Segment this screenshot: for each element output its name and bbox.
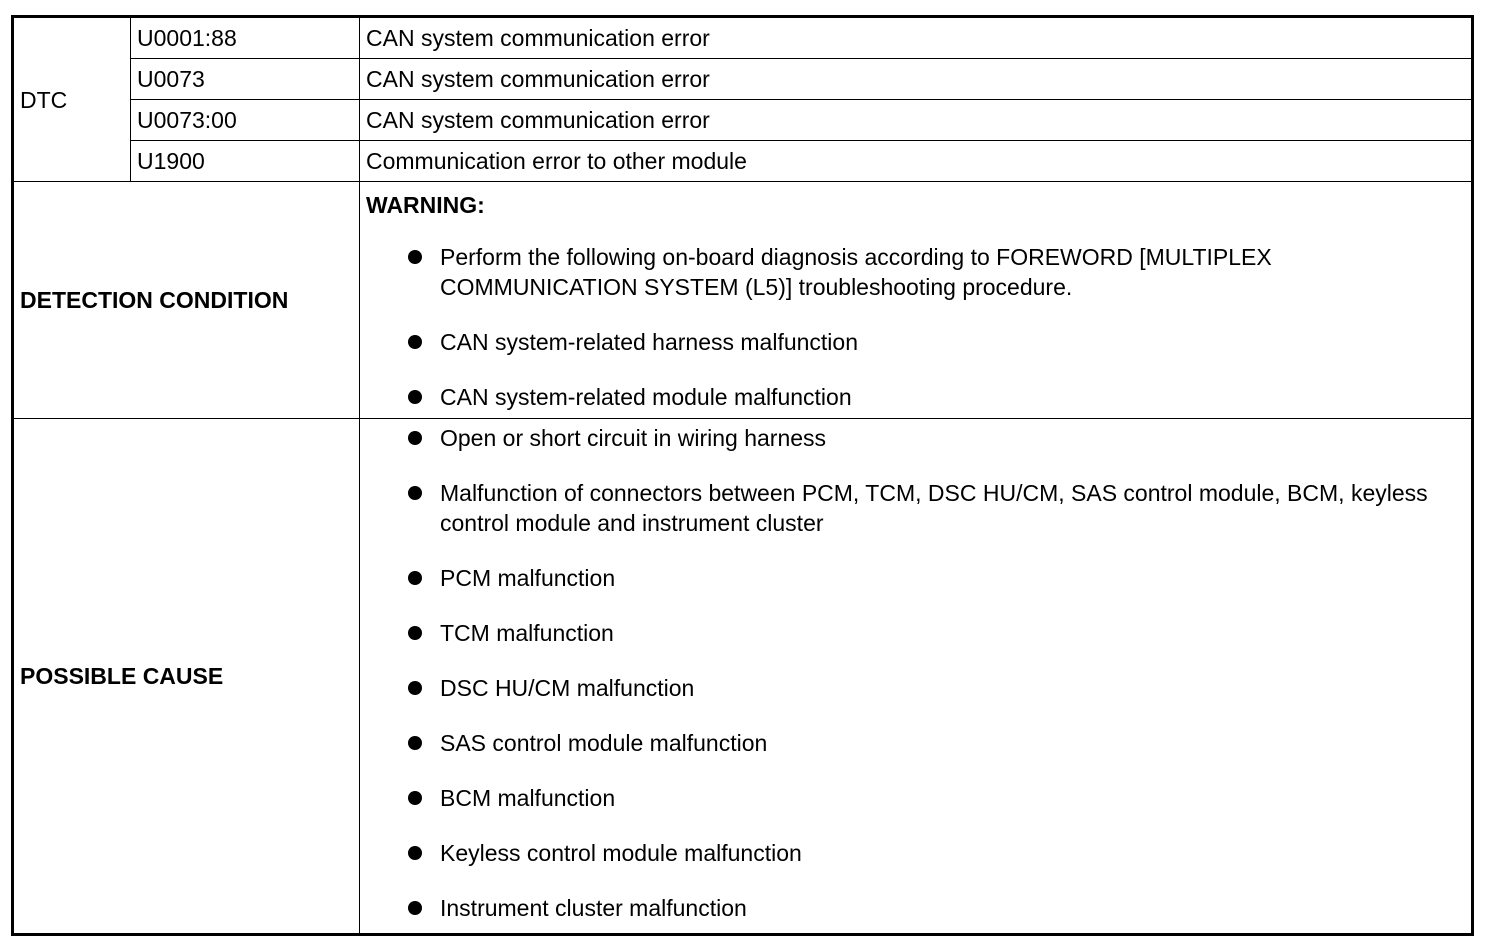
dtc-code: U0073:00 [131, 100, 360, 141]
bullet-icon [408, 250, 422, 264]
possible-cause-label: POSSIBLE CAUSE [13, 419, 360, 935]
detection-condition-list [366, 242, 1471, 412]
dtc-description: CAN system communication error [360, 17, 1473, 59]
list-item [366, 783, 1471, 813]
bullet-icon [408, 335, 422, 349]
dtc-label: DTC [13, 17, 131, 182]
dtc-description: CAN system communication error [360, 59, 1473, 100]
list-item-text: Perform the following on-board diagnosis according to FOREWORD [MULTIPLEX COMMUNICATION SYSTEM (L5)] troubleshooting procedure. [440, 244, 1272, 300]
list-item-text: DSC HU/CM malfunction [440, 675, 695, 701]
bullet-icon [408, 681, 422, 695]
list-item [366, 478, 1471, 538]
list-item [366, 327, 1471, 357]
bullet-icon [408, 901, 422, 915]
bullet-icon [408, 390, 422, 404]
bullet-icon [408, 431, 422, 445]
dtc-row [13, 17, 1473, 59]
list-item [366, 838, 1471, 868]
list-item-text: CAN system-related harness malfunction [440, 329, 858, 355]
bullet-icon [408, 626, 422, 640]
list-item [366, 382, 1471, 412]
list-item-text: PCM malfunction [440, 565, 616, 591]
list-item-text: CAN system-related module malfunction [440, 384, 852, 410]
bullet-icon [408, 846, 422, 860]
dtc-description: Communication error to other module [360, 141, 1473, 182]
possible-cause-list [366, 423, 1471, 923]
dtc-row [13, 100, 1473, 141]
dtc-row [13, 59, 1473, 100]
list-item [366, 423, 1471, 453]
list-item-text: Malfunction of connectors between PCM, TCM, DSC HU/CM, SAS control module, BCM, keyless control module and instrument cluster [440, 480, 1428, 536]
list-item-text: Instrument cluster malfunction [440, 895, 747, 921]
bullet-icon [408, 736, 422, 750]
list-item-text: BCM malfunction [440, 785, 616, 811]
warning-title: WARNING: [366, 192, 485, 218]
detection-condition-content [360, 182, 1473, 419]
list-item [366, 893, 1471, 923]
dtc-description: CAN system communication error [360, 100, 1473, 141]
dtc-code: U0001:88 [131, 17, 360, 59]
possible-cause-content [360, 419, 1473, 935]
list-item-text: SAS control module malfunction [440, 730, 768, 756]
dtc-row [13, 141, 1473, 182]
list-item [366, 618, 1471, 648]
list-item [366, 673, 1471, 703]
list-item [366, 728, 1471, 758]
list-item [366, 563, 1471, 593]
bullet-icon [408, 791, 422, 805]
list-item-text: Keyless control module malfunction [440, 840, 802, 866]
dtc-info-table [11, 15, 1474, 936]
list-item-text: Open or short circuit in wiring harness [440, 425, 827, 451]
possible-cause-row [13, 419, 1473, 935]
bullet-icon [408, 571, 422, 585]
list-item [366, 242, 1471, 302]
dtc-code: U0073 [131, 59, 360, 100]
dtc-code: U1900 [131, 141, 360, 182]
bullet-icon [408, 486, 422, 500]
detection-condition-label: DETECTION CONDITION [13, 182, 360, 419]
list-item-text: TCM malfunction [440, 620, 614, 646]
detection-condition-row [13, 182, 1473, 419]
